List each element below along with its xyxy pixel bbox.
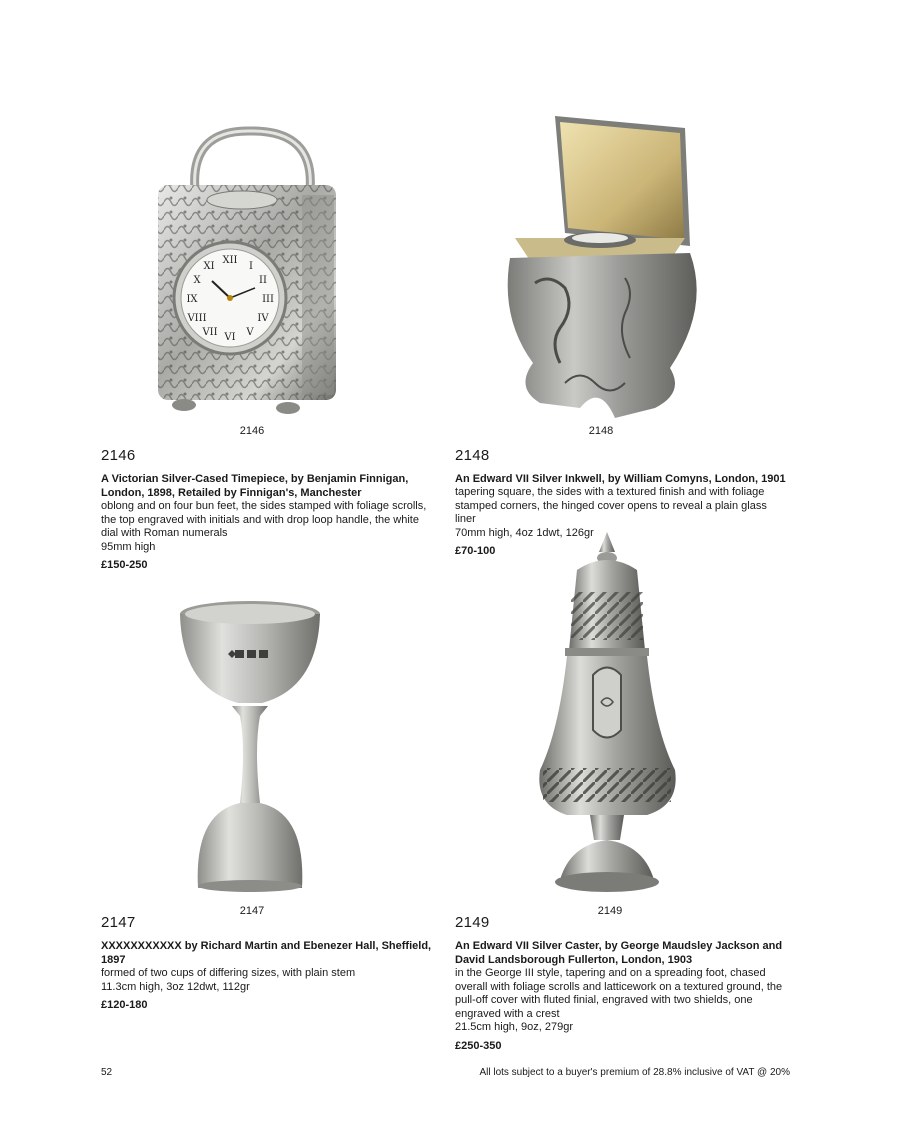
double-cup-illustration <box>170 598 330 893</box>
lot-estimate: £120-180 <box>101 999 148 1011</box>
caster-illustration <box>535 530 685 900</box>
svg-text:IX: IX <box>186 294 198 305</box>
lot-title: An Edward VII Silver Inkwell, by William Comyns, London, 1901 <box>455 473 786 485</box>
lot-title: An Edward VII Silver Caster, by George Maudsley Jackson and David Landsborough Fullerton, London, 1903 <box>455 940 783 966</box>
svg-text:XII: XII <box>222 255 238 266</box>
carriage-clock-illustration <box>150 125 350 420</box>
lot-estimate: £70-100 <box>455 545 496 557</box>
lot-title: A Victorian Silver-Cased Timepiece, by Benjamin Finnigan, London, 1898, Retailed by Finnigan's, Manchester <box>101 473 409 499</box>
page-number: 52 <box>101 1067 113 1078</box>
lot-2148 <box>455 447 790 557</box>
lot-number: 2146 <box>101 447 136 464</box>
lot-title: XXXXXXXXXXX by Richard Martin and Ebenezer Hall, Sheffield, 1897 <box>101 940 432 966</box>
inkwell-illustration <box>495 108 705 428</box>
lot-2146 <box>101 447 436 571</box>
svg-text:IV: IV <box>257 313 269 324</box>
buyers-premium-notice: All lots subject to a buyer's premium of 28.8% inclusive of VAT @ 20% <box>479 1067 790 1078</box>
lot-2146-caption: 2146 <box>239 425 265 437</box>
svg-text:III: III <box>262 294 274 305</box>
lot-number: 2147 <box>101 914 136 931</box>
lot-2149-caption: 2149 <box>597 905 623 917</box>
lot-2147-caption: 2147 <box>239 905 265 917</box>
lot-estimate: £250-350 <box>455 1039 502 1052</box>
svg-text:X: X <box>193 275 201 286</box>
lot-estimate: £150-250 <box>101 559 148 571</box>
svg-text:VII: VII <box>202 327 218 338</box>
svg-text:II: II <box>259 275 267 286</box>
lot-2146-image <box>150 125 350 420</box>
lot-description: formed of two cups of differing sizes, with plain stem <box>101 967 356 979</box>
lot-dimensions: 95mm high <box>101 540 156 553</box>
lot-description: tapering square, the sides with a textured finish and with foliage stamped corners, the hinged cover opens to reveal a plain glass liner <box>455 486 767 525</box>
lot-2148-image <box>495 108 705 428</box>
lot-description: in the George III style, tapering and on a spreading foot, chased overall with foliage scrolls and latticework on a textured ground, the pull-off cover with fluted finial, engraved with two shields, one engraved with a crest <box>455 967 783 1020</box>
lot-2148-caption: 2148 <box>588 425 614 437</box>
lot-dimensions: 21.5cm high, 9oz, 279gr <box>455 1021 574 1033</box>
lot-number: 2149 <box>455 914 490 931</box>
lot-description: oblong and on four bun feet, the sides stamped with foliage scrolls, the top engraved with initials and with drop loop handle, the white dial with Roman numerals <box>101 500 427 539</box>
svg-text:I: I <box>249 261 253 272</box>
svg-text:VI: VI <box>224 332 236 343</box>
svg-text:XI: XI <box>203 261 215 272</box>
lot-2149 <box>455 914 790 1052</box>
lot-number: 2148 <box>455 447 490 464</box>
lot-2147 <box>101 914 441 1011</box>
svg-text:V: V <box>246 327 254 338</box>
lot-2149-image <box>535 530 685 900</box>
lot-dimensions: 70mm high, 4oz 1dwt, 126gr <box>455 526 594 539</box>
lot-2147-image <box>170 598 330 893</box>
svg-text:VIII: VIII <box>187 313 207 324</box>
lot-dimensions: 11.3cm high, 3oz 12dwt, 112gr <box>101 980 250 993</box>
